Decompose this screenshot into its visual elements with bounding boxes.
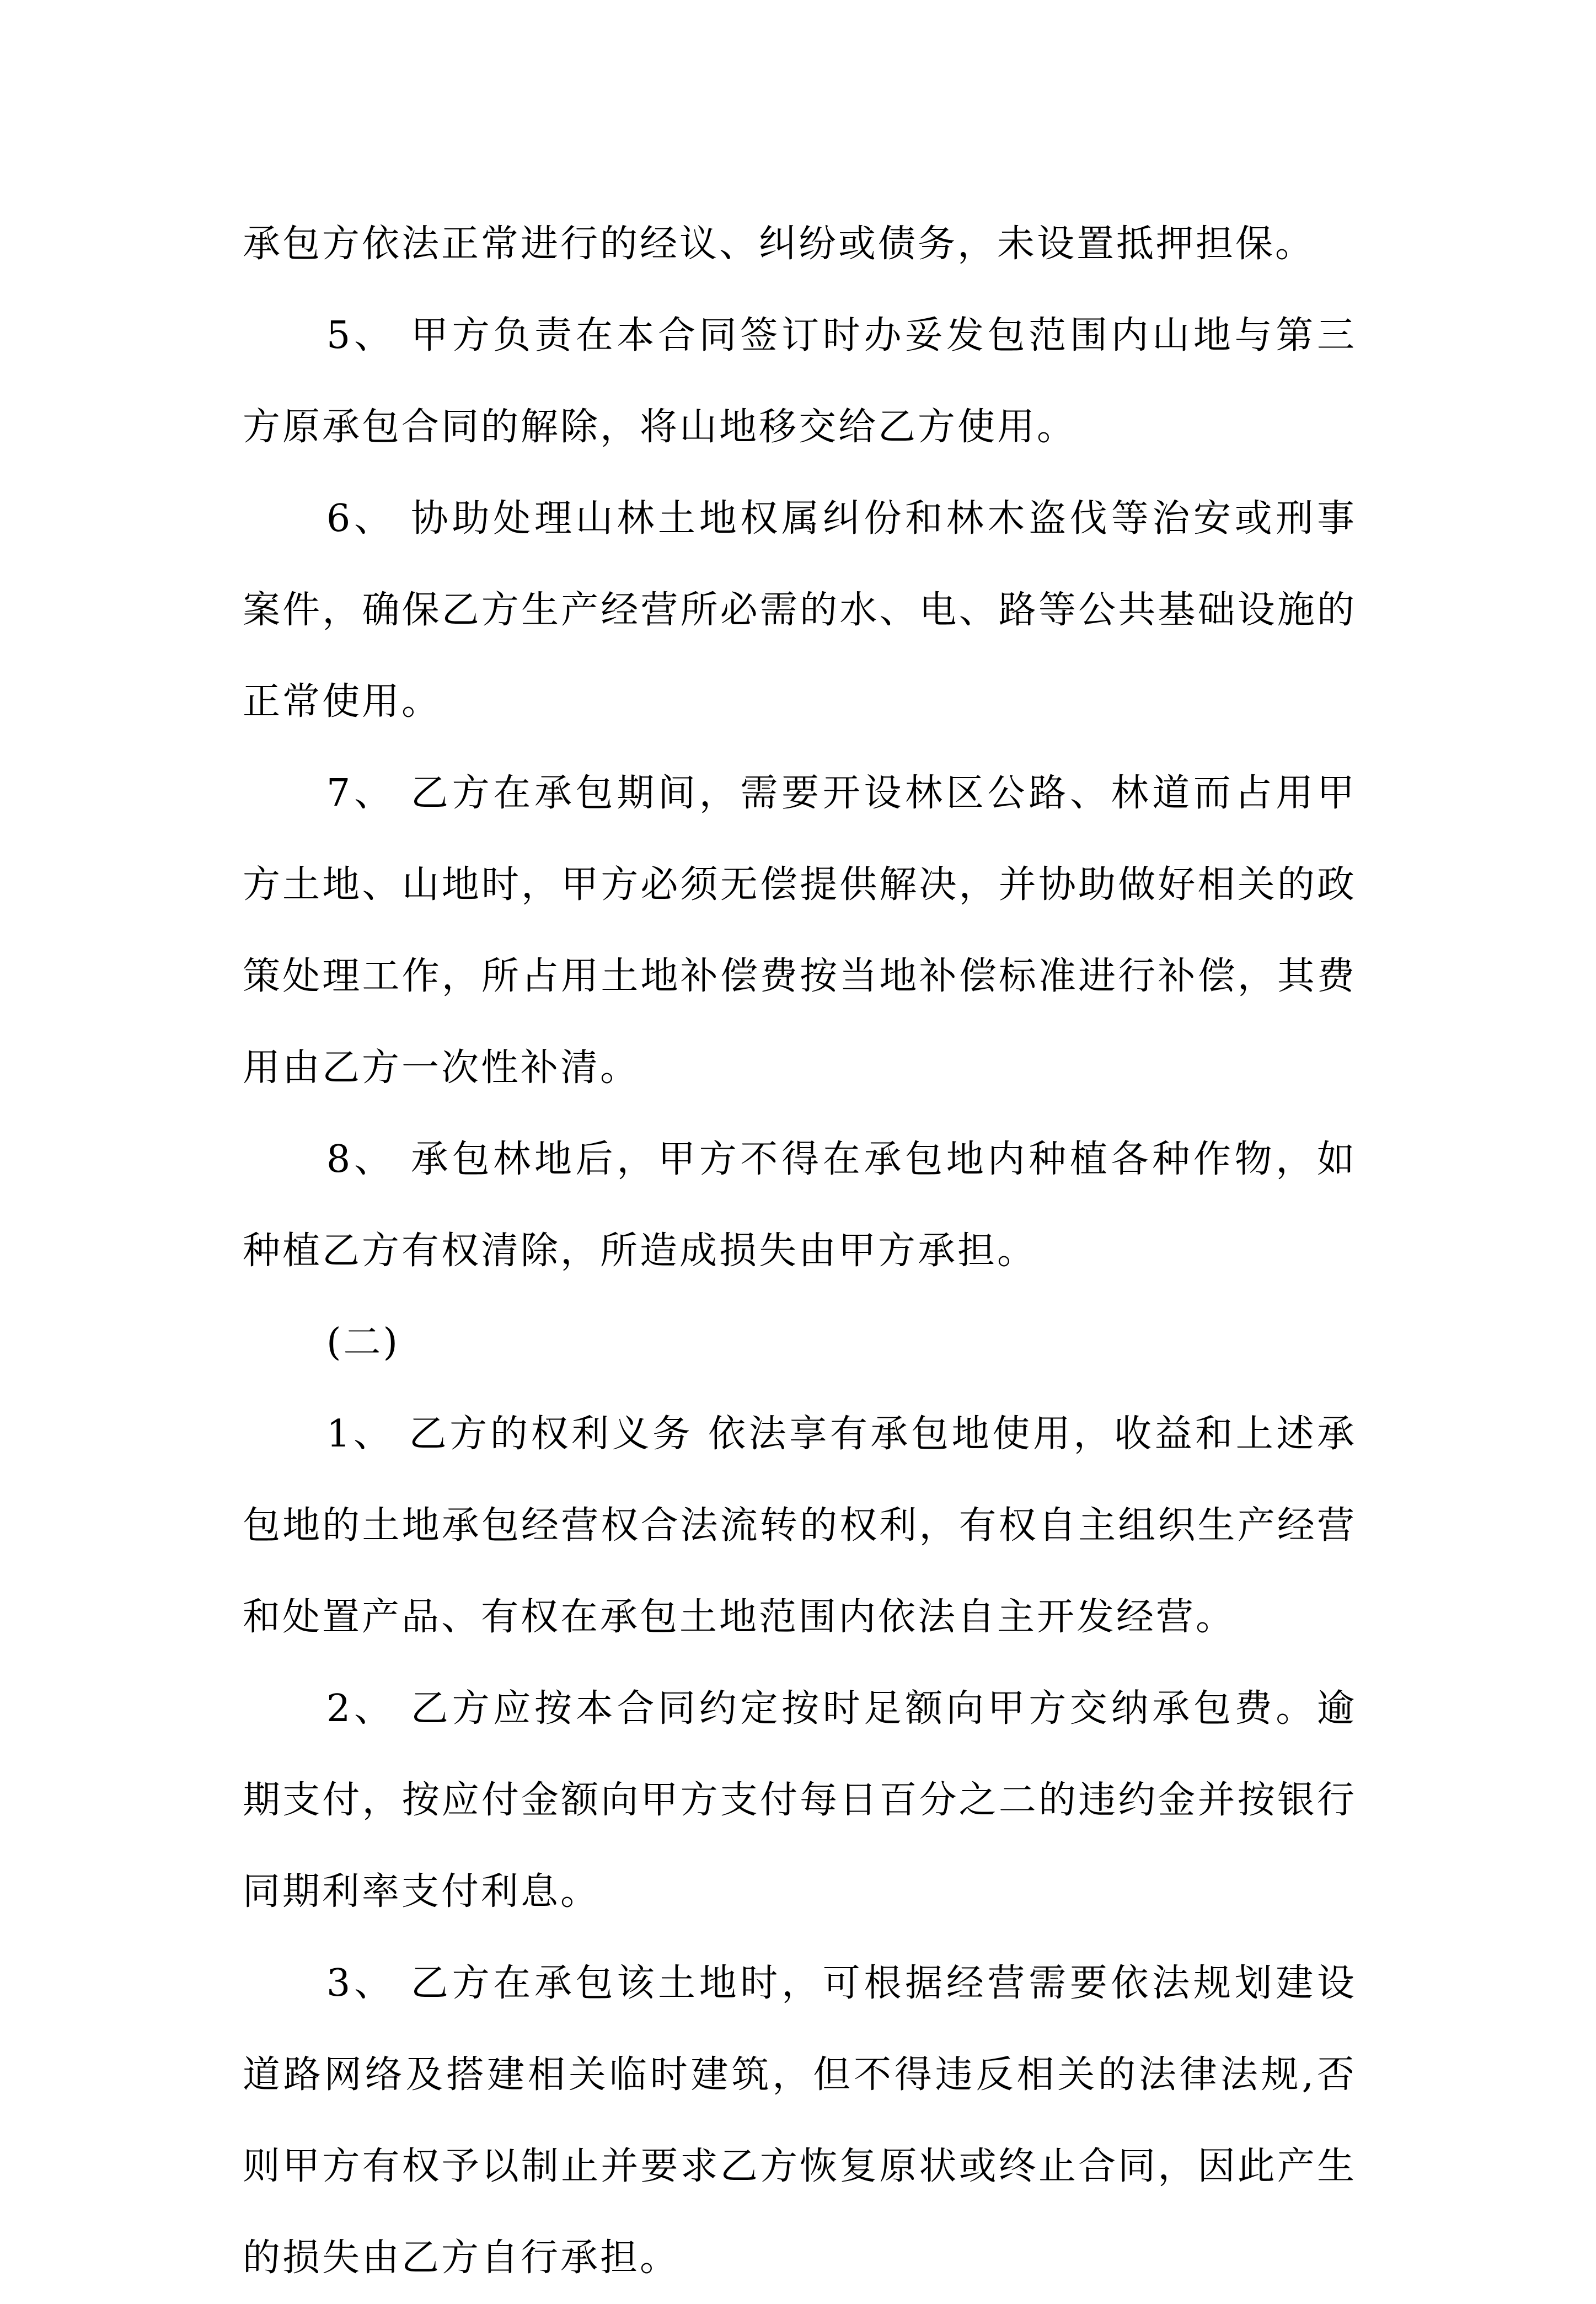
paragraph-section2-clause-1: 1、 乙方的权利义务 依法享有承包地使用，收益和上述承包地的土地承包经营权合法流转的权利，有权自主组织生产经营和处置产品、有权在承包土地范围内依法自主开发经营。	[243, 1412, 1357, 1639]
paragraph-clause-5: 5、 甲方负责在本合同签订时办妥发包范围内山地与第三方原承包合同的解除，将山地移交给乙方使用。	[243, 314, 1357, 449]
paragraph-clause-6: 6、 协助处理山林土地权属纠份和林木盗伐等治安或刑事案件，确保乙方生产经营所必需的水、电、路等公共基础设施的正常使用。	[243, 497, 1357, 724]
paragraph-section2-clause-3: 3、 乙方在承包该土地时，可根据经营需要依法规划建设道路网络及搭建相关临时建筑，但不得违反相关的法律法规,否则甲方有权予以制止并要求乙方恢复原状或终止合同，因此产生的损失由乙方自行承担。	[243, 1962, 1357, 2280]
contract-body	[243, 199, 1357, 2304]
paragraph-section2-clause-2: 2、 乙方应按本合同约定按时足额向甲方交纳承包费。逾期支付，按应付金额向甲方支付每日百分之二的违约金并按银行同期利率支付利息。	[243, 1687, 1357, 1914]
paragraph-clause-7: 7、 乙方在承包期间，需要开设林区公路、林道而占用甲方土地、山地时，甲方必须无偿提供解决，并协助做好相关的政策处理工作，所占用土地补偿费按当地补偿标准进行补偿，其费用由乙方一次性补清。	[243, 771, 1357, 1090]
section-heading-2: (二)	[326, 1321, 400, 1364]
paragraph-continuation: 承包方依法正常进行的经议、纠纷或债务，未设置抵押担保。	[243, 222, 1315, 266]
paragraph-clause-8: 8、 承包林地后，甲方不得在承包地内种植各种作物，如种植乙方有权清除，所造成损失由甲方承担。	[243, 1138, 1357, 1273]
